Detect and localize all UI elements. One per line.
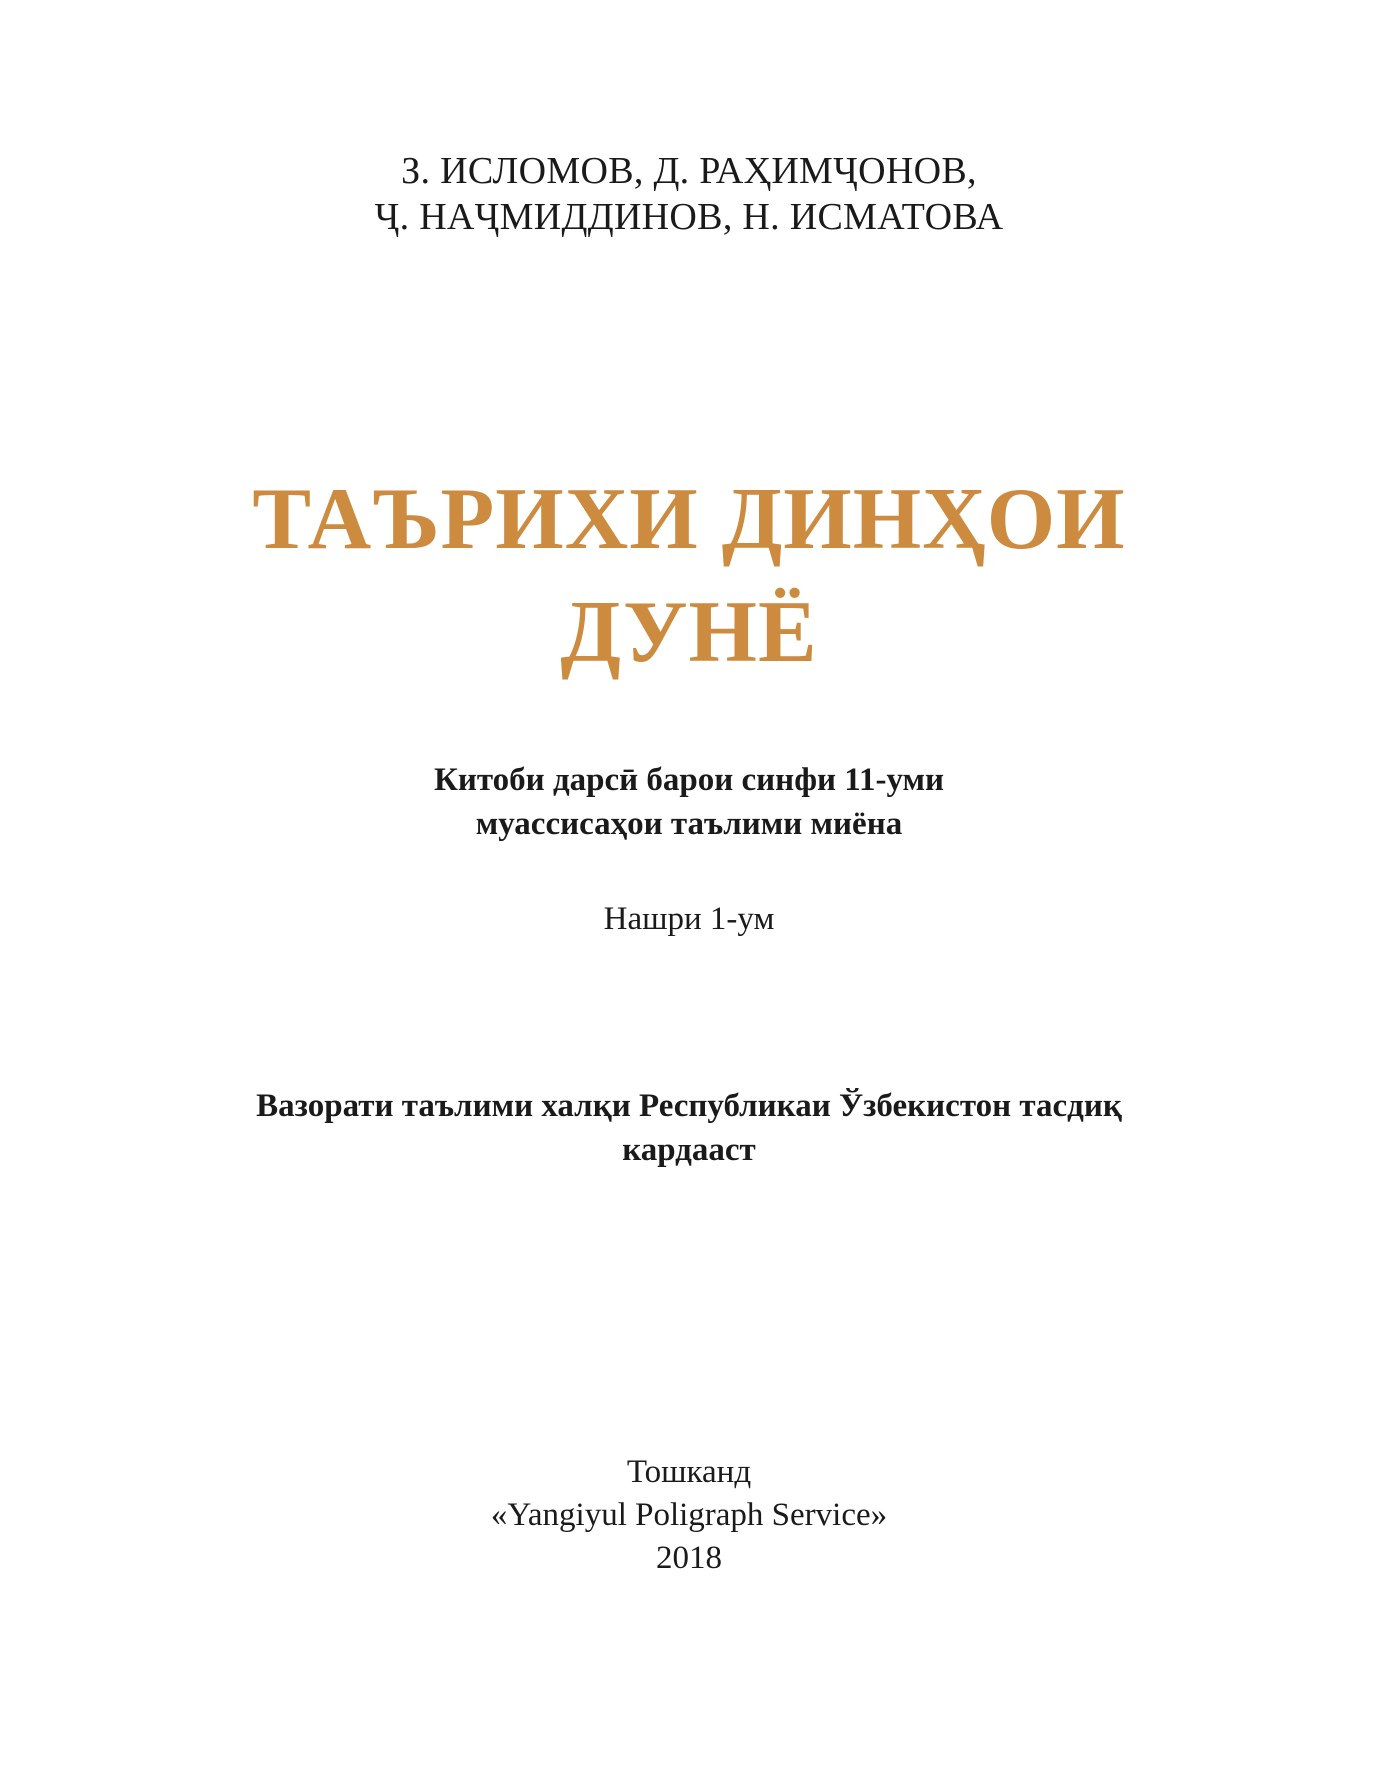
subtitle-line-1: Китоби дарсӣ барои синфи 11-уми — [433, 762, 945, 798]
authors-line-2: Ҷ. НАҶМИДДИНОВ, Н. ИСМАТОВА — [374, 196, 1004, 238]
book-title-line-1: ТАЪРИХИ ДИНҲОИ — [252, 471, 1126, 568]
subtitle-line-2: муассисаҳои таълими миёна — [475, 806, 903, 842]
approval-line-1: Вазорати таълими халқи Республикаи Ўзбекистон тасдиқ — [256, 1088, 1122, 1124]
edition-note: Нашри 1-ум — [603, 901, 775, 937]
imprint-city: Тошканд — [626, 1454, 752, 1490]
imprint-publisher: «Yangiyul Poligraph Service» — [490, 1497, 888, 1533]
authors-line-1: З. ИСЛОМОВ, Д. РАҲИМҶОНОВ, — [401, 150, 977, 192]
imprint-year: 2018 — [656, 1540, 722, 1576]
approval-line-2: кардааст — [622, 1132, 756, 1168]
book-title-line-2: ДУНЁ — [560, 584, 818, 681]
